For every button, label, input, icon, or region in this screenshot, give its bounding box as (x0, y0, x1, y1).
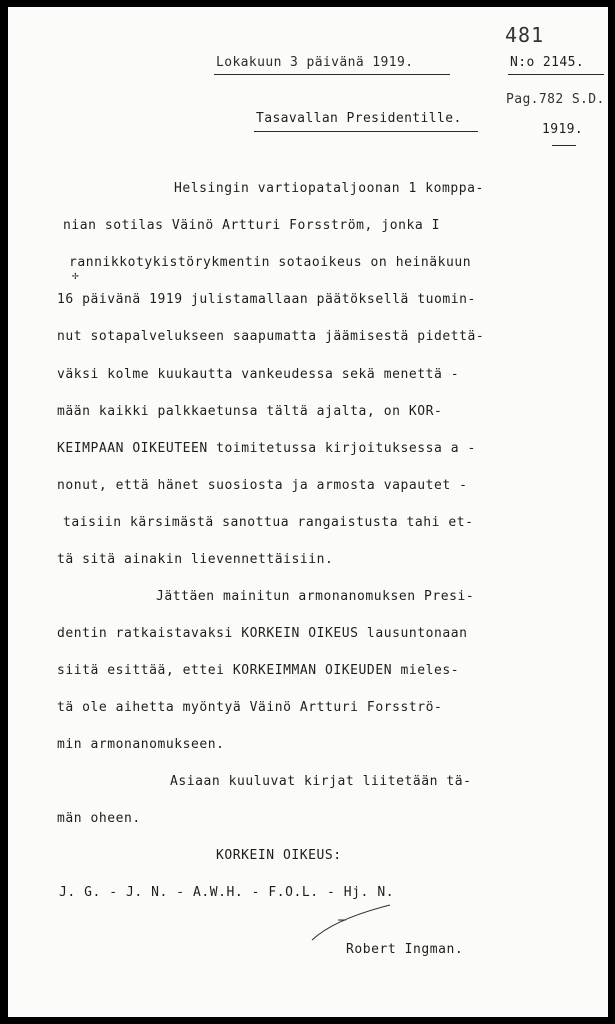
body-line: dentin ratkaistavaksi KORKEIN OIKEUS lausuntonaan (57, 626, 468, 641)
marginal-mark: ✢ (72, 269, 79, 282)
body-line: KEIMPAAN OIKEUTEEN toimitetussa kirjoituksessa a - (57, 441, 476, 456)
body-line: nut sotapalvelukseen saapumatta jäämisestä pidettä- (57, 329, 485, 344)
body-line: väksi kolme kuukautta vankeudessa sekä menettä - (57, 367, 460, 382)
folio-number: 481 (505, 23, 545, 47)
court-name: KORKEIN OIKEUS: (216, 848, 342, 863)
signature-flourish (8, 7, 608, 1017)
addressee: Tasavallan Presidentille. (256, 111, 462, 126)
body-line: siitä esittää, ettei KORKEIMMAN OIKEUDEN mieles- (57, 663, 460, 678)
body-line: taisiin kärsimästä sanottua rangaistusta tahi et- (63, 515, 474, 530)
body-line: min armonanomukseen. (57, 737, 225, 752)
body-line: 16 päivänä 1919 julistamallaan päätöksellä tuomin- (57, 292, 476, 307)
judges-initials: J. G. - J. N. - A.W.H. - F.O.L. - Hj. N. (59, 885, 395, 900)
body-line: tä sitä ainakin lievennettäisiin. (57, 552, 334, 567)
body-line: tä ole aihetta myöntyä Väinö Artturi Forsströ- (57, 700, 443, 715)
body-line: nian sotilas Väinö Artturi Forsström, jonka I (63, 218, 440, 233)
body-line: män oheen. (57, 811, 141, 826)
page-reference: Pag.782 S.D. (506, 92, 605, 107)
body-line: Helsingin vartiopataljoonan 1 komppa- (174, 181, 484, 196)
reference-year: 1919. (542, 122, 584, 137)
body-line: rannikkotykistörykmentin sotaoikeus on heinäkuun (69, 255, 472, 270)
document-page (8, 7, 608, 1017)
signer-name: Robert Ingman. (346, 942, 464, 957)
body-line: Asiaan kuuluvat kirjat liitetään tä- (170, 774, 472, 789)
body-line: nonut, että hänet suosiosta ja armosta vapautet - (57, 478, 468, 493)
letter-date: Lokakuun 3 päivänä 1919. (216, 55, 414, 70)
body-line: mään kaikki palkkaetunsa tältä ajalta, on KOR- (57, 404, 443, 419)
document-number: N:o 2145. (510, 55, 585, 70)
body-line: Jättäen mainitun armonanomuksen Presi- (156, 589, 475, 604)
